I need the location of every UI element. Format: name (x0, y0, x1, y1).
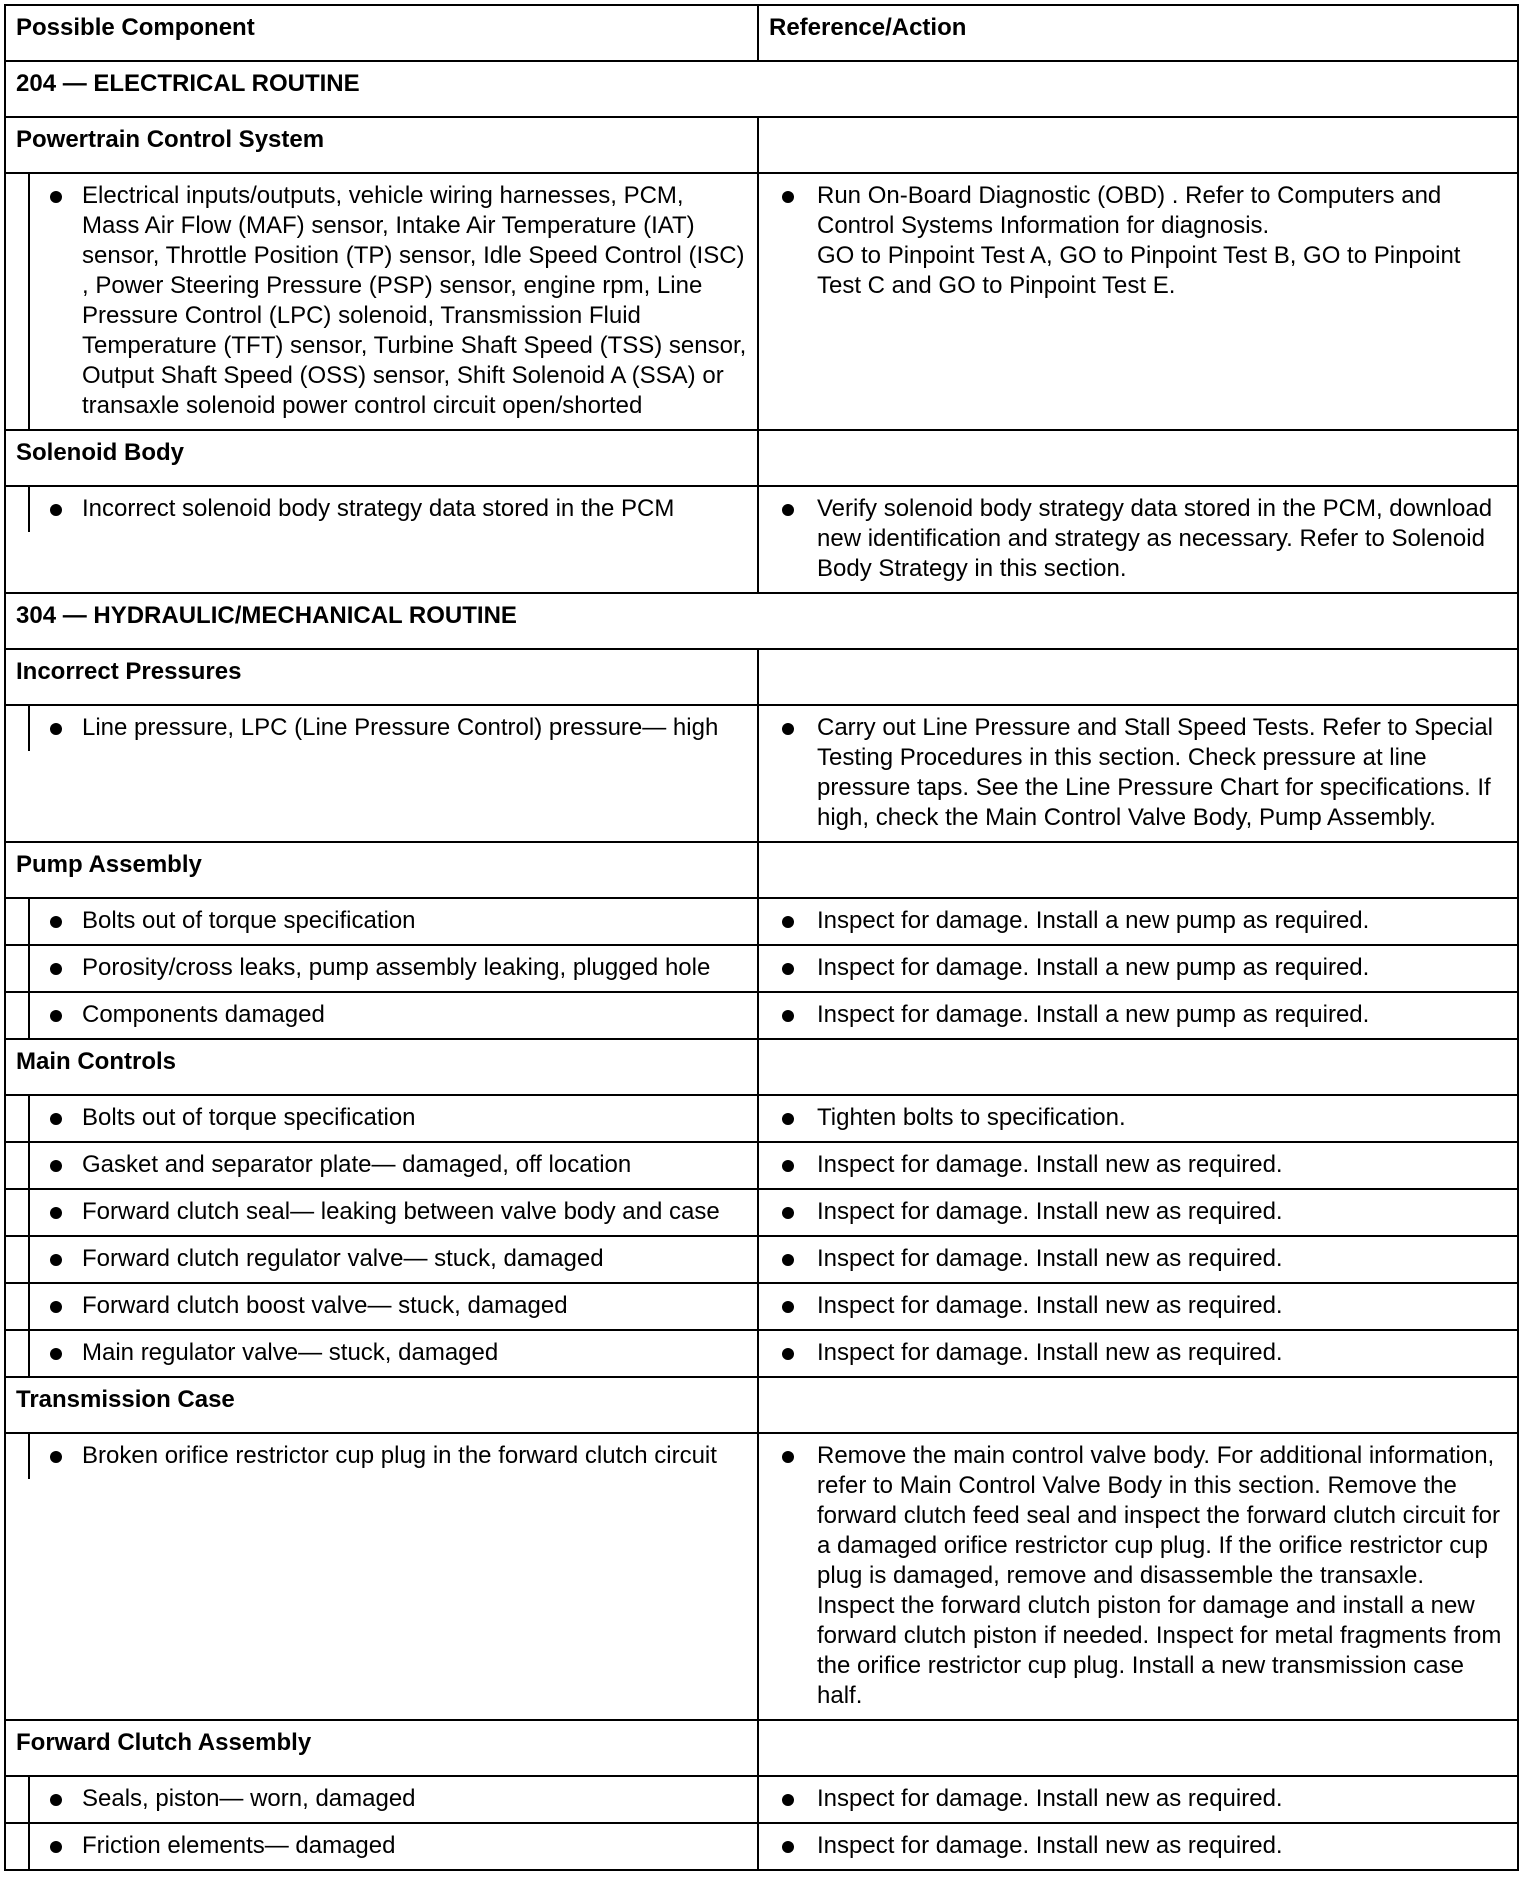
table-row (5, 705, 1518, 842)
table-row (5, 1823, 1518, 1870)
component-text: Components damaged (82, 1001, 325, 1028)
bullet-icon (50, 1301, 62, 1313)
section-name: Powertrain Control System (5, 117, 758, 173)
component-text: Forward clutch regulator valve— stuck, damaged (82, 1245, 604, 1272)
table-row (5, 1095, 1518, 1142)
table-row (5, 486, 1518, 593)
section-empty-cell (758, 1377, 1518, 1433)
bullet-icon (50, 1207, 62, 1219)
section-row (5, 117, 1518, 173)
table-row (5, 1433, 1518, 1720)
indent-rule (6, 1143, 30, 1188)
action-cell (758, 1330, 1518, 1377)
bullet-icon (50, 1841, 62, 1853)
bullet-icon (782, 1841, 794, 1853)
header-row (5, 5, 1518, 61)
bullet-icon (782, 963, 794, 975)
bullet-icon (782, 1010, 794, 1022)
bullet-icon (782, 1348, 794, 1360)
indent-rule (6, 487, 30, 532)
indent-rule (6, 946, 30, 991)
bullet-icon (782, 1301, 794, 1313)
routine-title: 204 — ELECTRICAL ROUTINE (5, 61, 1518, 117)
action-text: Inspect for damage. Install new as required. (817, 1245, 1283, 1272)
table-row (5, 1330, 1518, 1377)
bullet-icon (782, 1254, 794, 1266)
header-reference-action: Reference/Action (758, 5, 1518, 61)
section-empty-cell (758, 842, 1518, 898)
component-cell (5, 898, 758, 945)
bullet-icon (50, 1010, 62, 1022)
section-row (5, 430, 1518, 486)
bullet-icon (782, 1451, 794, 1463)
section-row (5, 842, 1518, 898)
bullet-icon (50, 191, 62, 203)
section-row (5, 1720, 1518, 1776)
indent-rule (6, 1331, 30, 1376)
routine-title: 304 — HYDRAULIC/MECHANICAL ROUTINE (5, 593, 1518, 649)
component-text: Broken orifice restrictor cup plug in the forward clutch circuit (82, 1442, 717, 1469)
section-name: Solenoid Body (5, 430, 758, 486)
action-cell (758, 486, 1518, 593)
bullet-icon (50, 916, 62, 928)
component-text: Bolts out of torque specification (82, 1104, 416, 1131)
table-row (5, 1776, 1518, 1823)
indent-rule (6, 899, 30, 944)
routine-row (5, 593, 1518, 649)
bullet-icon (50, 1794, 62, 1806)
action-text: Verify solenoid body strategy data stored in the PCM, download new identification and strategy as necessary. Refer to Solenoid Body Strategy in this section. (817, 495, 1493, 582)
action-text: Inspect for damage. Install a new pump as required. (817, 954, 1370, 981)
component-text: Electrical inputs/outputs, vehicle wiring harnesses, PCM, Mass Air Flow (MAF) sensor, Intake Air Temperature (IAT) sensor, Throttle Position (TP) sensor, Idle Speed Control (ISC) , Power Steering Pressure (PSP) sensor, engine rpm, Line Pressure Control (LPC) solenoid, Transmission Fluid Temperature (TFT) sensor, Turbine Shaft Speed (TSS) sensor, Output Shaft Speed (OSS) sensor, Shift Solenoid A (SSA) or transaxle solenoid power control circuit open/shorted (82, 182, 747, 419)
table-body (5, 61, 1518, 1870)
bullet-icon (782, 1794, 794, 1806)
action-cell (758, 1189, 1518, 1236)
component-text: Main regulator valve— stuck, damaged (82, 1339, 499, 1366)
section-name: Transmission Case (5, 1377, 758, 1433)
action-text: Run On-Board Diagnostic (OBD) . Refer to Computers and Control Systems Information for diagnosis. (817, 182, 1442, 239)
indent-rule (6, 1777, 30, 1822)
action-cell (758, 1776, 1518, 1823)
diagnosis-table (4, 4, 1519, 1871)
bullet-icon (50, 504, 62, 516)
bullet-icon (782, 191, 794, 203)
action-text-2: GO to Pinpoint Test A, GO to Pinpoint Test B, GO to Pinpoint Test C and GO to Pinpoint Test E. (817, 242, 1461, 299)
component-text: Line pressure, LPC (Line Pressure Control) pressure— high (82, 714, 719, 741)
table-row (5, 945, 1518, 992)
component-text: Forward clutch seal— leaking between valve body and case (82, 1198, 720, 1225)
bullet-icon (50, 1160, 62, 1172)
table-row (5, 1283, 1518, 1330)
component-text: Bolts out of torque specification (82, 907, 416, 934)
component-cell (5, 1776, 758, 1823)
indent-rule (6, 706, 30, 751)
action-cell (758, 1142, 1518, 1189)
indent-rule (6, 1284, 30, 1329)
table-row (5, 992, 1518, 1039)
action-cell (758, 1095, 1518, 1142)
section-empty-cell (758, 649, 1518, 705)
header-possible-component: Possible Component (5, 5, 758, 61)
action-cell (758, 1236, 1518, 1283)
bullet-icon (50, 1348, 62, 1360)
bullet-icon (50, 723, 62, 735)
bullet-icon (782, 1160, 794, 1172)
section-row (5, 1377, 1518, 1433)
action-text: Inspect for damage. Install a new pump as required. (817, 907, 1370, 934)
indent-rule (6, 1190, 30, 1235)
section-empty-cell (758, 117, 1518, 173)
component-cell (5, 1189, 758, 1236)
component-text: Forward clutch boost valve— stuck, damaged (82, 1292, 568, 1319)
bullet-icon (50, 1254, 62, 1266)
table-row (5, 1142, 1518, 1189)
action-text: Inspect for damage. Install new as required. (817, 1832, 1283, 1859)
component-cell (5, 705, 758, 842)
action-text: Inspect for damage. Install new as required. (817, 1785, 1283, 1812)
component-cell (5, 992, 758, 1039)
action-text: Inspect for damage. Install new as required. (817, 1339, 1283, 1366)
component-cell (5, 173, 758, 430)
action-text: Inspect for damage. Install new as required. (817, 1151, 1283, 1178)
section-row (5, 649, 1518, 705)
action-text: Inspect for damage. Install new as required. (817, 1198, 1283, 1225)
table-row (5, 1236, 1518, 1283)
action-text: Inspect for damage. Install new as required. (817, 1292, 1283, 1319)
component-cell (5, 1823, 758, 1870)
indent-rule (6, 1096, 30, 1141)
component-cell (5, 1433, 758, 1720)
bullet-icon (782, 1207, 794, 1219)
section-name: Main Controls (5, 1039, 758, 1095)
component-text: Seals, piston— worn, damaged (82, 1785, 416, 1812)
component-cell (5, 1142, 758, 1189)
table-row (5, 1189, 1518, 1236)
action-cell (758, 1823, 1518, 1870)
indent-rule (6, 1237, 30, 1282)
bullet-icon (782, 723, 794, 735)
component-cell (5, 1236, 758, 1283)
indent-rule (6, 1434, 30, 1479)
bullet-icon (782, 1113, 794, 1125)
section-empty-cell (758, 430, 1518, 486)
section-name: Pump Assembly (5, 842, 758, 898)
action-cell (758, 173, 1518, 430)
component-text: Porosity/cross leaks, pump assembly leaking, plugged hole (82, 954, 711, 981)
action-cell (758, 1283, 1518, 1330)
section-name: Forward Clutch Assembly (5, 1720, 758, 1776)
action-cell (758, 1433, 1518, 1720)
table-row (5, 173, 1518, 430)
action-cell (758, 705, 1518, 842)
section-empty-cell (758, 1720, 1518, 1776)
action-text: Tighten bolts to specification. (817, 1104, 1126, 1131)
component-cell (5, 1283, 758, 1330)
indent-rule (6, 993, 30, 1038)
action-text: Remove the main control valve body. For additional information, refer to Main Control Valve Body in this section. Remove the forward clutch feed seal and inspect the forward clutch circuit for a damaged orifice restrictor cup plug. If the orifice restrictor cup plug is damaged, remove and disassemble the transaxle. Inspect the forward clutch piston for damage and install a new forward clutch piston if needed. Inspect for metal fragments from the orifice restrictor cup plug. Install a new transmission case half. (817, 1442, 1502, 1709)
component-cell (5, 486, 758, 593)
component-cell (5, 1095, 758, 1142)
routine-row (5, 61, 1518, 117)
table-row (5, 898, 1518, 945)
action-cell (758, 945, 1518, 992)
bullet-icon (50, 963, 62, 975)
component-text: Friction elements— damaged (82, 1832, 396, 1859)
section-row (5, 1039, 1518, 1095)
component-text: Gasket and separator plate— damaged, off location (82, 1151, 632, 1178)
section-name: Incorrect Pressures (5, 649, 758, 705)
section-empty-cell (758, 1039, 1518, 1095)
bullet-icon (50, 1451, 62, 1463)
action-cell (758, 898, 1518, 945)
action-text: Carry out Line Pressure and Stall Speed Tests. Refer to Special Testing Procedures in this section. Check pressure at line pressure taps. See the Line Pressure Chart for specifications. If high, check the Main Control Valve Body, Pump Assembly. (817, 714, 1493, 831)
component-cell (5, 945, 758, 992)
indent-rule (6, 1824, 30, 1869)
bullet-icon (50, 1113, 62, 1125)
bullet-icon (782, 916, 794, 928)
bullet-icon (782, 504, 794, 516)
action-cell (758, 992, 1518, 1039)
indent-rule (6, 174, 30, 429)
action-text: Inspect for damage. Install a new pump as required. (817, 1001, 1370, 1028)
component-text: Incorrect solenoid body strategy data stored in the PCM (82, 495, 675, 522)
component-cell (5, 1330, 758, 1377)
